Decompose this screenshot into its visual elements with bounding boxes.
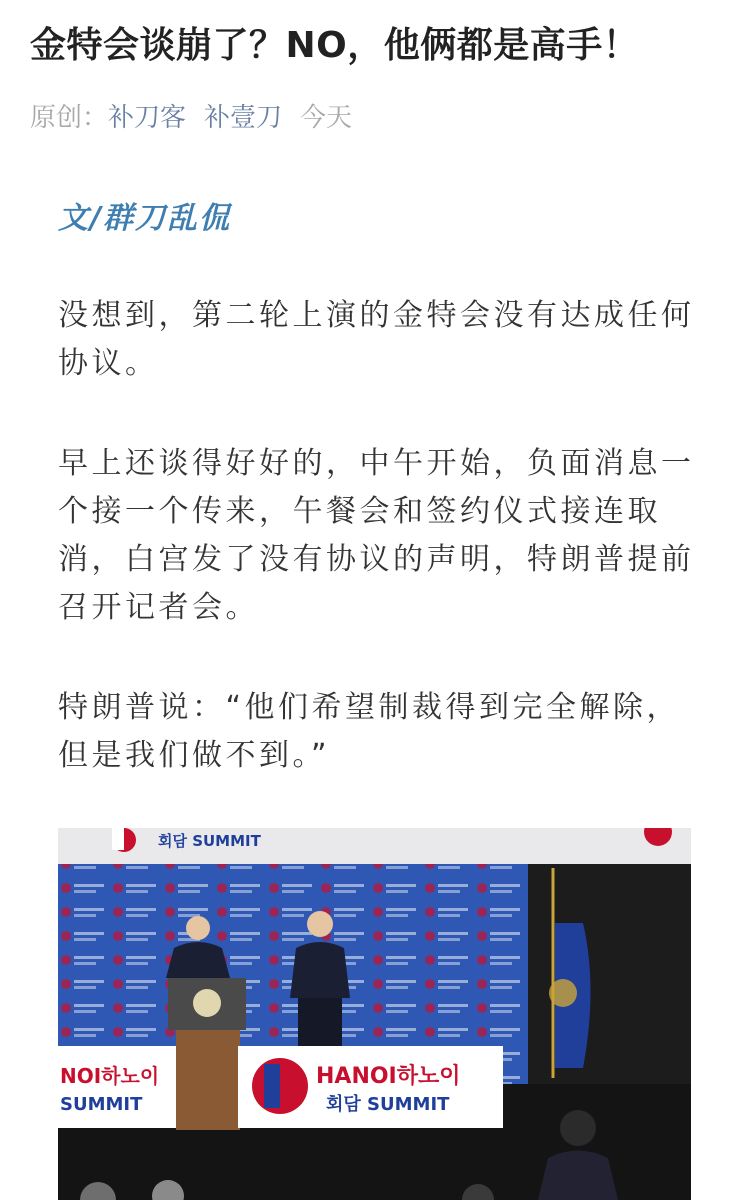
article-meta — [30, 98, 352, 138]
backdrop-top-text: 회담 SUMMIT — [158, 832, 261, 850]
article-photo[interactable] — [58, 828, 691, 1200]
article-title: 金特会谈崩了？NO，他俩都是高手！ — [30, 25, 640, 66]
left-banner-line2: SUMMIT — [60, 1094, 143, 1115]
original-label: 原创： — [30, 103, 109, 133]
right-banner-line1: HANOI하노이 — [316, 1064, 461, 1089]
byline: 文/群刀乱侃 — [58, 201, 231, 236]
publish-date: 今天 — [300, 103, 353, 133]
author-link-2[interactable]: 补壹刀 — [204, 103, 283, 133]
left-banner-line1: NOI하노이 — [60, 1064, 160, 1088]
paragraph-3: 特朗普说：“他们希望制裁得到完全解除，但是我们做不到。” — [58, 690, 681, 773]
paragraph-2: 早上还谈得好好的，中午开始，负面消息一个接一个传来，午餐会和签约仪式接连取消，白宫发了没有协议的声明，特朗普提前召开记者会。 — [58, 446, 695, 625]
paragraph-1: 没想到，第二轮上演的金特会没有达成任何协议。 — [58, 298, 695, 381]
press-conference-image — [58, 828, 691, 1200]
author-link-1[interactable]: 补刀客 — [108, 103, 187, 133]
right-banner-line2: 회담 SUMMIT — [326, 1094, 450, 1115]
